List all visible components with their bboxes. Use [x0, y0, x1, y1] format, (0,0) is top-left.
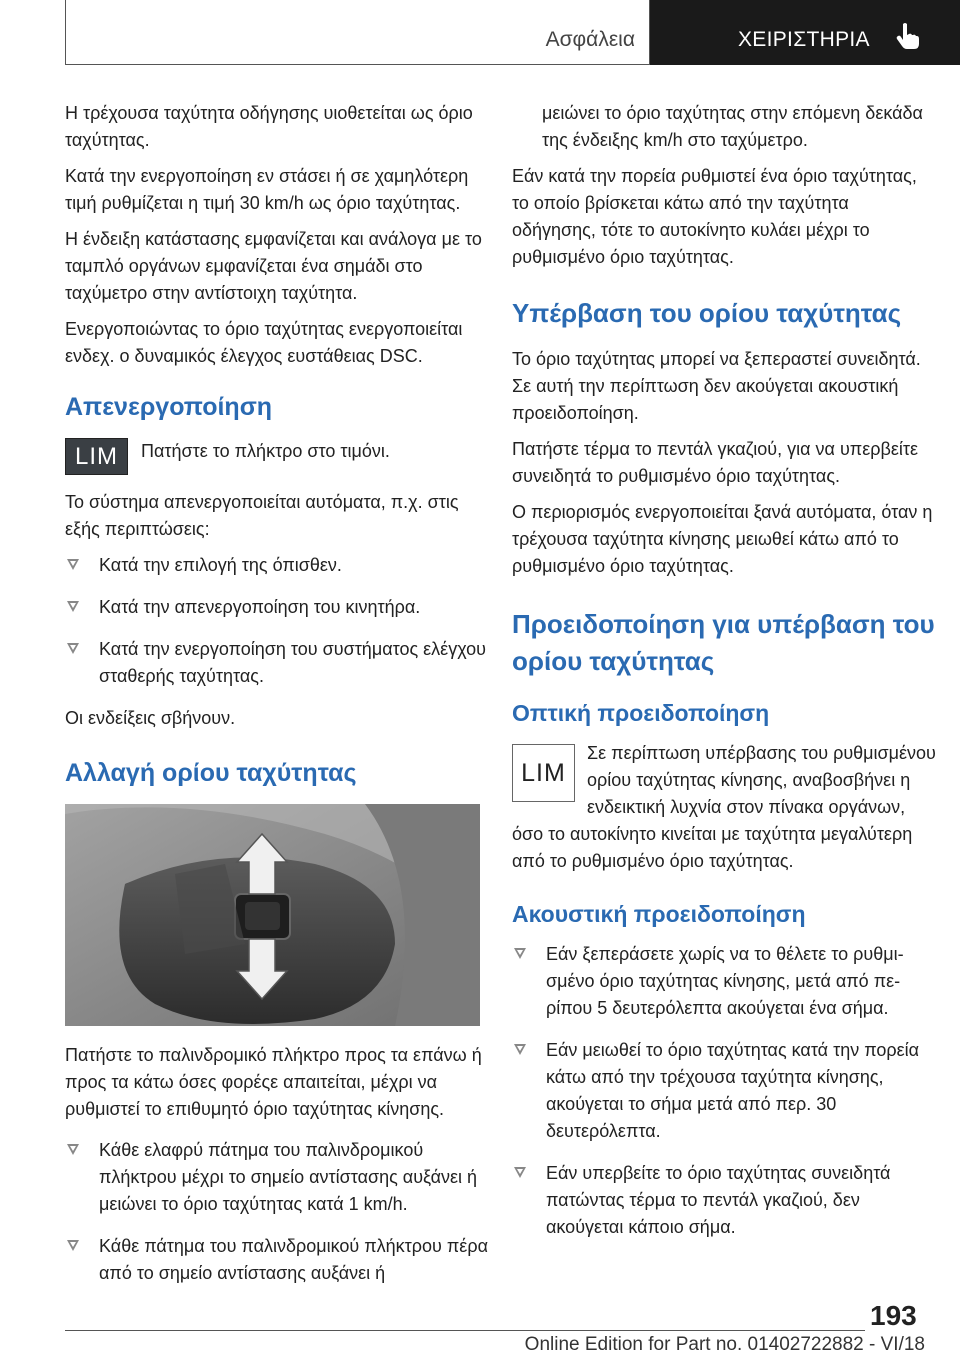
optical-warning-block [512, 740, 937, 875]
edition-note: Online Edition for Part no. 01402722882 - VI/18 [524, 1334, 925, 1355]
paragraph: Ο περιορισμός ενεργοποιείται ξανά αυτόματα, όταν η τρέχουσα ταχύτητα κίνησης μειωθεί κάτω από το ρυθμισμένο όριο ταχύτητας. [512, 502, 933, 576]
paragraph: Οι ενδείξεις σβήνουν. [65, 708, 236, 728]
bullet-triangle-icon [67, 601, 79, 612]
chapter-title: ΧΕΙΡΙΣΤΗΡΙΑ [738, 28, 870, 51]
paragraph: μειώνει το όριο ταχύτητας στην επόμενη δεκάδα της ένδειξης km/h στο ταχύμετρο. [542, 103, 923, 150]
page-number: 193 [870, 1300, 917, 1331]
heading-change-limit: Αλλαγή ορίου ταχύτητας [65, 759, 357, 787]
bullet-triangle-icon [67, 559, 79, 570]
heading-deactivation: Απενεργοποίηση [65, 393, 273, 421]
paragraph: Πατήστε το παλινδρομικό πλήκτρο προς τα επάνω ή προς τα κάτω όσες φορέςε απαιτείται, μέχρι να ρυθμιστεί το επιθυμητό όριο ταχύτητας κίνησης. [65, 1045, 482, 1119]
list-item: Εάν υπερβείτε το όριο ταχύτητας συνειδητά πατώντας τέρμα το πεντάλ γκαζιού, δεν ακούγεται κάποιο σήμα. [512, 1160, 937, 1241]
lim-button-icon: LIM [65, 438, 128, 475]
right-column [512, 100, 937, 1256]
bullet-triangle-icon [514, 948, 526, 959]
heading-speed-warning: Προειδοποίηση για υπέρβαση του ορίου ταχύτητας [512, 609, 935, 676]
paragraph: Το σύστημα απενεργοποιείται αυτόματα, π.χ. στις εξής περιπτώσεις: [65, 492, 459, 539]
list-item: Κατά την απενεργοποίηση του κινητήρα. [65, 594, 490, 621]
list-item: Κάθε πάτημα του παλινδρομικού πλήκτρου πέρα από το σημείο αντίστασης αυξάνει ή [65, 1233, 490, 1287]
heading-optical-warning: Οπτική προειδοποίηση [512, 700, 770, 726]
list-item: Κατά την επιλογή της όπισθεν. [65, 552, 490, 579]
paragraph: Η ένδειξη κατάστασης εμφανίζεται και ανάλογα με το ταμπλό οργάνων εμφανίζεται ένα σημάδι στο ταχύμετρο στην αντίστοιχη ταχύτητα. [65, 229, 482, 303]
list-item: Κάθε ελαφρύ πάτημα του παλινδρομικού πλήκτρου μέχρι το σημείο αντίστασης αυξάνει ή μειώνει το όριο ταχύτητας κατά 1 km/h. [65, 1137, 490, 1218]
footer-divider [65, 1330, 865, 1331]
hand-pointer-icon [895, 22, 921, 50]
paragraph: Πατήστε τέρμα το πεντάλ γκαζιού, για να υπερβείτε συνειδητά το ρυθμισμένο όριο ταχύτητας. [512, 439, 919, 486]
section-title: Ασφάλεια [545, 28, 635, 51]
heading-acoustic-warning: Ακουστική προειδοποίηση [512, 901, 806, 927]
heading-exceed-limit: Υπέρβαση του ορίου ταχύτητας [512, 298, 902, 328]
bullet-triangle-icon [514, 1167, 526, 1178]
paragraph: Εάν κατά την πορεία ρυθμιστεί ένα όριο ταχύτητας, το οποίο βρίσκεται κάτω από την ταχύτητα οδήγησης, τότε το αυτοκίνητο κυλάει μέχρι το ρυθμισμένο όριο ταχύτητας. [512, 166, 917, 267]
lim-indicator-icon: LIM [512, 744, 575, 802]
bullet-triangle-icon [67, 1144, 79, 1155]
list-item: Κατά την ενεργοποίηση του συστήματος ελέγχου σταθερής ταχύτητας. [65, 636, 490, 690]
paragraph: Η τρέχουσα ταχύτητα οδήγησης υιοθετείται ως όριο ταχύτητας. [65, 103, 473, 150]
paragraph: Κατά την ενεργοποίηση εν στάσει ή σε χαμηλότερη τιμή ρυθμίζεται η τιμή 30 km/h ως όριο ταχύτητας. [65, 166, 469, 213]
list-item: Εάν μειωθεί το όριο ταχύτητας κατά την πορεία κάτω από την τρέχουσα ταχύτητα κίνησης, ακούγεται το σήμα μετά από περ. 30 δευτερόλεπτα. [512, 1037, 937, 1145]
bullet-triangle-icon [67, 643, 79, 654]
paragraph: Ενεργοποιώντας το όριο ταχύτητας ενεργοποιείται ενδεχ. ο δυναμικός έλεγχος ευστάθειας DSC. [65, 319, 463, 366]
lim-instruction-text: Πατήστε το πλήκτρο στο τιμόνι. [141, 441, 390, 461]
left-column [65, 100, 490, 1302]
paragraph: Το όριο ταχύτητας μπορεί να ξεπεραστεί συνειδητά. Σε αυτή την περίπτωση δεν ακούγεται ακουστική προειδοποίηση. [512, 349, 921, 423]
bullet-triangle-icon [67, 1240, 79, 1251]
list-item: Εάν ξεπεράσετε χωρίς να το θέλετε το ρυθμισμένο όριο ταχύτητας κίνησης, μετά από περίπου 5 δευτερόλεπτα ακούγεται ένα σήμα. [512, 941, 937, 1022]
optical-warning-text: Σε περίπτωση υπέρβασης του ρυθμισμένου ορίου ταχύτητας κίνησης, αναβοσβήνει η ενδεικτική λυχνία στον πίνακα οργάνων, όσο το αυτοκίνητο κινείται με ταχύτητα μεγαλύτερη από το ρυθμισμένο όριο ταχύτητας. [512, 743, 936, 871]
chapter-tab [650, 0, 960, 65]
steering-wheel-image [65, 804, 480, 1026]
bullet-triangle-icon [514, 1044, 526, 1055]
lim-instruction [65, 438, 490, 475]
